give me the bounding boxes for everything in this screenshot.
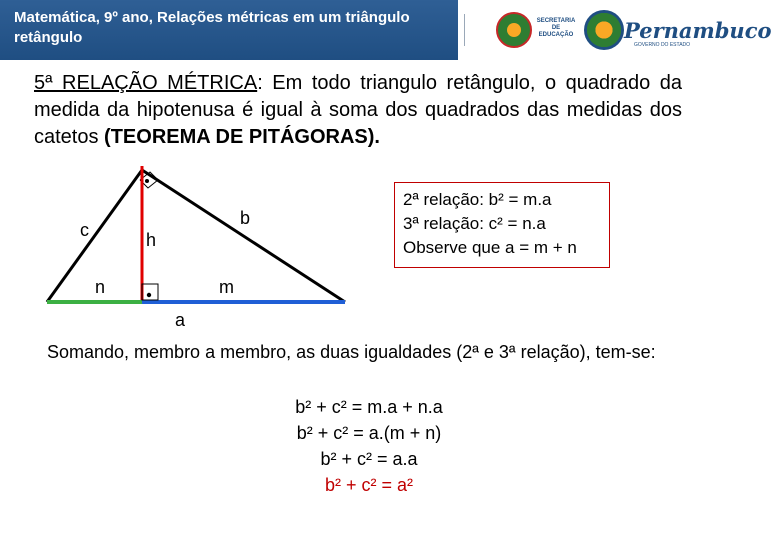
equation-3: b² + c² = a.a bbox=[320, 449, 418, 469]
slide-header bbox=[0, 0, 772, 60]
relation-line-3: 3ª relação: c² = n.a bbox=[403, 214, 546, 233]
label-h: h bbox=[146, 230, 157, 250]
label-a: a bbox=[175, 310, 186, 330]
label-n: n bbox=[95, 277, 106, 297]
observe-line: Observe que a = m + n bbox=[403, 238, 577, 257]
intro-paragraph bbox=[34, 70, 682, 151]
state-subtitle: GOVERNO DO ESTADO bbox=[634, 42, 691, 48]
intro-bold: (TEOREMA DE PITÁGORAS). bbox=[104, 126, 380, 148]
right-angle-dot-top bbox=[145, 179, 149, 183]
label-m: m bbox=[219, 277, 234, 297]
relation-heading: 5ª RELAÇÃO MÉTRICA bbox=[34, 72, 258, 94]
label-b: b bbox=[240, 208, 251, 228]
equation-1: b² + c² = m.a + n.a bbox=[295, 397, 443, 417]
government-logo bbox=[496, 8, 772, 52]
relation-line-2: 2ª relação: b² = m.a bbox=[403, 190, 552, 209]
right-angle-marker-foot bbox=[142, 284, 158, 300]
secretaria-label: SECRETARIA DE EDUCAÇÃO bbox=[536, 18, 576, 38]
equation-2: b² + c² = a.(m + n) bbox=[296, 423, 442, 443]
relations-box bbox=[394, 182, 610, 268]
state-name: Pernambuco bbox=[624, 18, 772, 43]
secretaria-seal-icon bbox=[496, 12, 532, 48]
pernambuco-seal-icon bbox=[584, 10, 624, 50]
intro-text: : Em todo triangulo retângulo, o quadrado da medida da hipotenusa é igual à soma dos quadrados das medidas dos catetos bbox=[34, 72, 682, 148]
equation-result: b² + c² = a² bbox=[324, 475, 414, 495]
slide-title: Matemática, 9º ano, Relações métricas em um triângulo retângulo bbox=[14, 9, 410, 46]
label-c: c bbox=[80, 220, 89, 240]
title-bar bbox=[0, 0, 458, 60]
right-triangle-diagram bbox=[0, 150, 720, 340]
summary-paragraph: Somando, membro a membro, as duas igualdades (2ª e 3ª relação), tem-se: bbox=[47, 342, 656, 362]
header-divider bbox=[464, 14, 465, 46]
side-b bbox=[142, 170, 345, 302]
right-angle-dot-foot bbox=[147, 293, 151, 297]
